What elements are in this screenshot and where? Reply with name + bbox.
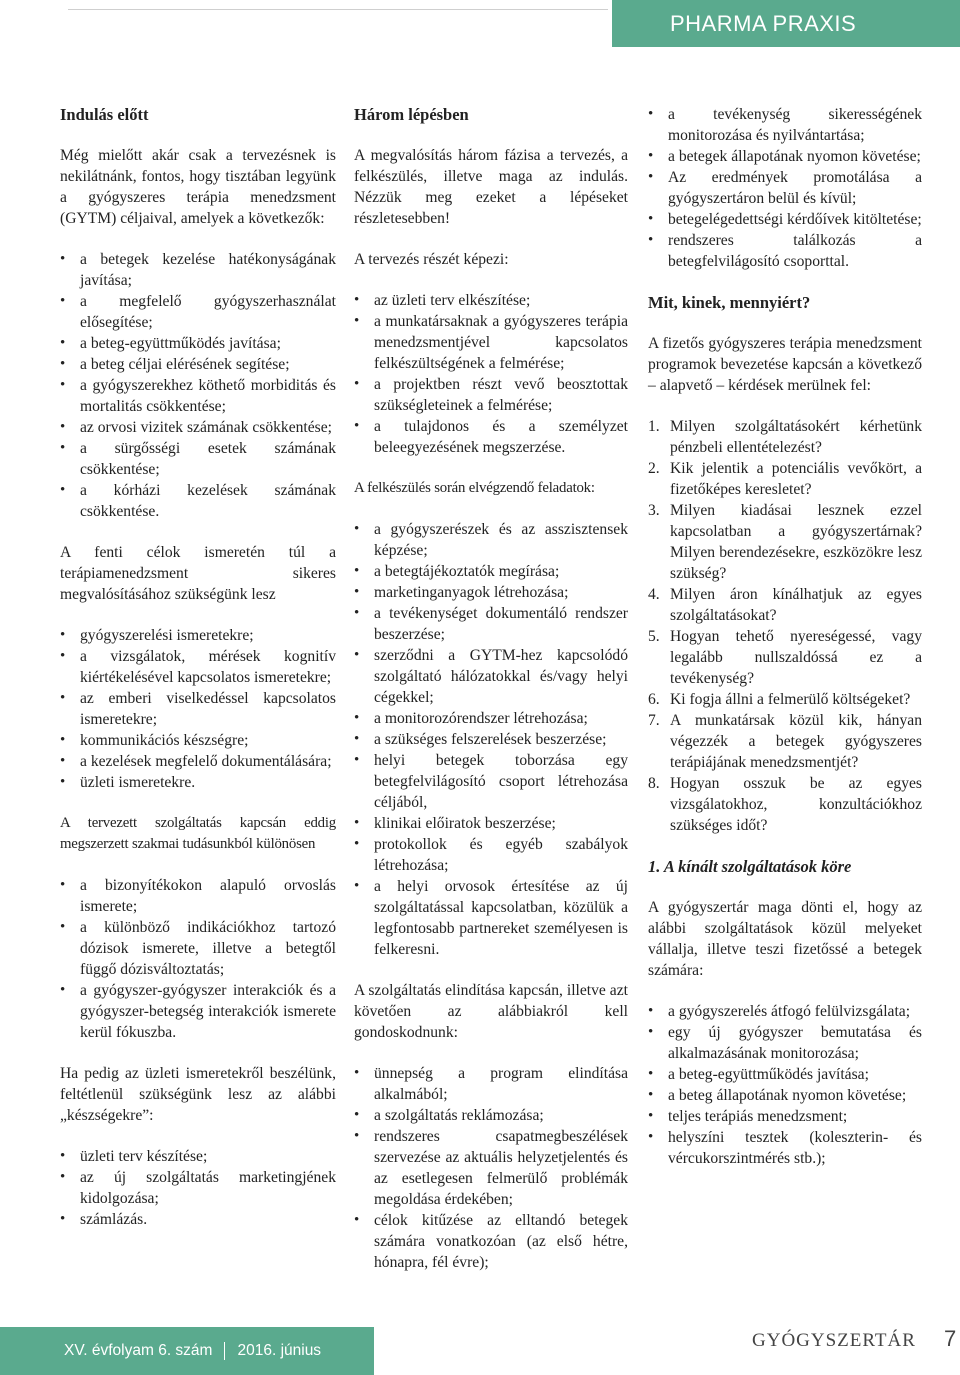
heading-kinalt-szolgaltatasok: 1. A kínált szolgáltatások köre [648, 857, 852, 876]
list-item: • a különböző indikációkhoz tartozó dózisok ismerete, illetve a betegtől függő dózisváltoztatás; [60, 917, 336, 980]
prep-list [354, 519, 628, 960]
page-number: 7 [944, 1326, 957, 1351]
planning-label: A tervezés részét képezi: [354, 251, 509, 268]
list-item: • a munkatársaknak a gyógyszeres terápia menedzsmentjével kapcsolatos felkészültségének a felmérése; [354, 311, 628, 374]
list-item: • protokollok és egyéb szabályok létrehozása; [354, 834, 628, 876]
item-text: Hogyan osszuk be az egyes vizsgálatokhoz, konzultációkhoz szükséges időt? [670, 775, 922, 834]
list-item: • a gyógyszerészek és az asszisztensek képzése; [354, 519, 628, 561]
item-text: Hogyan tehető nyereségessé, vagy legalább nullszaldóssá ez a tevékenység? [670, 628, 922, 687]
list-item: • a beteg-együttműködés javítása; [60, 333, 336, 354]
item-number: 8. [648, 775, 660, 792]
paragraph: A tervezett szolgáltatás kapcsán eddig megszerzett szakmai tudásunkból különösen [60, 815, 336, 852]
list-item: • klinikai előiratok beszerzése; [354, 813, 628, 834]
list-item [648, 500, 922, 584]
list-item: • teljes terápiás menedzsment; [648, 1106, 922, 1127]
goals-list [60, 249, 336, 522]
item-text: Milyen szolgáltatásokért kérhetünk pénzbeli ellentételezést? [670, 418, 922, 456]
footer-separator [224, 1342, 225, 1360]
item-number: 1. [648, 418, 660, 435]
list-item: • rendszeres találkozás a betegfelvilágosító csoporttal. [648, 230, 922, 272]
launch-list [354, 1063, 628, 1273]
paragraph: Még mielőtt akár csak a tervezésnek is nekilátnánk, fontos, hogy tisztában legyünk a gyógyszeres terápia menedzsment (GYTM) céljaival, amelyek a következők: [60, 147, 336, 227]
list-item [648, 416, 922, 458]
issue-volume: XV. évfolyam 6. szám [64, 1342, 213, 1359]
list-item: • a gyógyszerekhez köthető morbiditás és mortalitás csökkentése; [60, 375, 336, 417]
list-item: • kommunikációs készségre; [60, 730, 336, 751]
list-item: • szerződni a GYTM-hez kapcsolódó szolgáltató hálózatokkal és/vagy helyi cégekkel; [354, 645, 628, 708]
needs-list [60, 625, 336, 793]
list-item: • a vizsgálatok, mérések kognitív kiértékelésével kapcsolatos ismeretekre; [60, 646, 336, 688]
questions-list [648, 416, 922, 836]
list-item: • a gyógyszer-gyógyszer interakciók és a gyógyszer-betegség interakciók ismerete kerül fókuszba. [60, 980, 336, 1043]
list-item: • az új szolgáltatás marketingjének kidolgozása; [60, 1167, 336, 1209]
list-item: • a beteg-együttműködés javítása; [648, 1064, 922, 1085]
item-text: Kik jelentik a potenciális vevőkört, a fizetőképes keresletet? [670, 460, 922, 498]
issue-date: 2016. június [237, 1342, 322, 1359]
list-item: • üzleti terv készítése; [60, 1146, 336, 1167]
list-item: • a beteg állapotának nyomon követése; [648, 1085, 922, 1106]
item-text: Ki fogja állni a felmerülő költségeket? [670, 691, 911, 708]
paragraph: Ha pedig az üzleti ismeretekről beszélünk, feltétlenül szükségünk lesz az alábbi „készségekre”: [60, 1065, 336, 1124]
list-item: • helyi betegek toborzása egy betegfelvilágosító csoport létrehozása céljából, [354, 750, 628, 813]
item-number: 3. [648, 502, 660, 519]
list-item: • ünnepség a program elindítása alkalmából; [354, 1063, 628, 1105]
top-divider [68, 9, 608, 10]
services-list [648, 1001, 922, 1169]
item-number: 5. [648, 628, 660, 645]
paragraph: A fizetős gyógyszeres terápia menedzsment programok bevezetése kapcsán a következő – alapvető – kérdések merülnek fel: [648, 335, 922, 394]
heading-mit-kinek-mennyiert: Mit, kinek, mennyiért? [648, 293, 811, 312]
planning-list [354, 290, 628, 458]
list-item: • marketinganyagok létrehozása; [354, 582, 628, 603]
list-item: • helyszíni tesztek (koleszterin- és vércukorszintmérés stb.); [648, 1127, 922, 1169]
footer-band [0, 1327, 374, 1375]
item-text: A munkatársak közül kik, hányan végezzék a betegek gyógyszeres terápiájának menedzsmentjét? [670, 712, 922, 771]
item-text: Milyen áron kínálhatjuk az egyes szolgáltatásokat? [670, 586, 922, 624]
list-item: • a bizonyítékokon alapuló orvoslás ismerete; [60, 875, 336, 917]
list-item [648, 689, 922, 710]
list-item: • a tevékenység sikerességének monitorozása és nyilvántartása; [648, 104, 922, 146]
list-item: • a megfelelő gyógyszerhasználat elősegítése; [60, 291, 336, 333]
prep-label: A felkészülés során elvégzendő feladatok: [354, 480, 595, 496]
list-item: • üzleti ismeretekre. [60, 772, 336, 793]
list-item [648, 626, 922, 689]
launch-list-continued [648, 104, 922, 272]
list-item: • a betegtájékoztatók megírása; [354, 561, 628, 582]
column-3 [648, 104, 922, 1189]
list-item: • a gyógyszerelés átfogó felülvizsgálata; [648, 1001, 922, 1022]
list-item [648, 584, 922, 626]
list-item: • a szükséges felszerelések beszerzése; [354, 729, 628, 750]
item-number: 7. [648, 712, 660, 729]
list-item: • a beteg céljai elérésének segítése; [60, 354, 336, 375]
list-item: • az üzleti terv elkészítése; [354, 290, 628, 311]
list-item: • célok kitűzése az elltandó betegek számára vonatkozóan (az első hétre, hónapra, fél évre); [354, 1210, 628, 1273]
list-item: • rendszeres csapatmegbeszélések szervezése az aktuális helyzetjelentés és az esetlegesen felmerülő problémák megoldása érdekében; [354, 1126, 628, 1210]
list-item: • a szolgáltatás reklámozása; [354, 1105, 628, 1126]
paragraph: A fenti célok ismeretén túl a terápiamenedzsment sikeres megvalósításához szükségünk lesz [60, 544, 336, 603]
list-item: • gyógyszerelési ismeretekre; [60, 625, 336, 646]
column-1 [60, 104, 336, 1250]
list-item: • Az eredmények promotálása a gyógyszertáron belül és kívül; [648, 167, 922, 209]
list-item: • a tulajdonos és a személyzet beleegyezésének megszerzése. [354, 416, 628, 458]
magazine-brand: GYÓGYSZERTÁR [752, 1330, 916, 1351]
list-item: • a helyi orvosok értesítése az új szolgáltatással kapcsolatban, közülük a legfontosabb partnereket személyesen is felkeresni. [354, 876, 628, 960]
paragraph: A szolgáltatás elindítása kapcsán, illetve azt követően az alábbiakról kell gondoskodnunk: [354, 982, 628, 1041]
item-number: 4. [648, 586, 660, 603]
list-item: • betegelégedettségi kérdőívek kitöltetése; [648, 209, 922, 230]
section-title: PHARMA PRAXIS [670, 10, 857, 36]
list-item [648, 710, 922, 773]
skills-list [60, 1146, 336, 1230]
list-item: • számlázás. [60, 1209, 336, 1230]
list-item: • a kezelések megfelelő dokumentálására; [60, 751, 336, 772]
item-text: Milyen kiadásai lesznek ezzel kapcsolatban a gyógyszertárnak? Milyen berendezésekre, eszközökre lesz szükség? [670, 502, 922, 582]
paragraph: A gyógyszertár maga dönti el, hogy az alábbi szolgáltatások közül melyeket vállalja, illetve teszi fizetőssé a betegek számára: [648, 899, 922, 979]
section-header [612, 0, 960, 47]
list-item: • a betegek kezelése hatékonyságának javítása; [60, 249, 336, 291]
list-item: • a projektben részt vevő beosztottak szükségleteinek a felmérése; [354, 374, 628, 416]
list-item: • a kórházi kezelések számának csökkentése. [60, 480, 336, 522]
list-item: • a tevékenységet dokumentáló rendszer beszerzése; [354, 603, 628, 645]
item-number: 6. [648, 691, 660, 708]
heading-indulas-elott: Indulás előtt [60, 105, 149, 124]
list-item: • a sürgősségi esetek számának csökkentése; [60, 438, 336, 480]
paragraph: A megvalósítás három fázisa a tervezés, a felkészülés, illetve maga az indulás. Nézzük meg ezeket a lépéseket részletesebben! [354, 147, 628, 227]
heading-harom-lepesben: Három lépésben [354, 105, 469, 124]
list-item: • az orvosi vizitek számának csökkentése; [60, 417, 336, 438]
list-item [648, 773, 922, 836]
knowledge-list [60, 875, 336, 1043]
list-item [648, 458, 922, 500]
column-2 [354, 104, 628, 1293]
list-item: • a betegek állapotának nyomon követése; [648, 146, 922, 167]
list-item: • a monitorozórendszer létrehozása; [354, 708, 628, 729]
item-number: 2. [648, 460, 660, 477]
list-item: • egy új gyógyszer bemutatása és alkalmazásának monitorozása; [648, 1022, 922, 1064]
list-item: • az emberi viselkedéssel kapcsolatos ismeretekre; [60, 688, 336, 730]
